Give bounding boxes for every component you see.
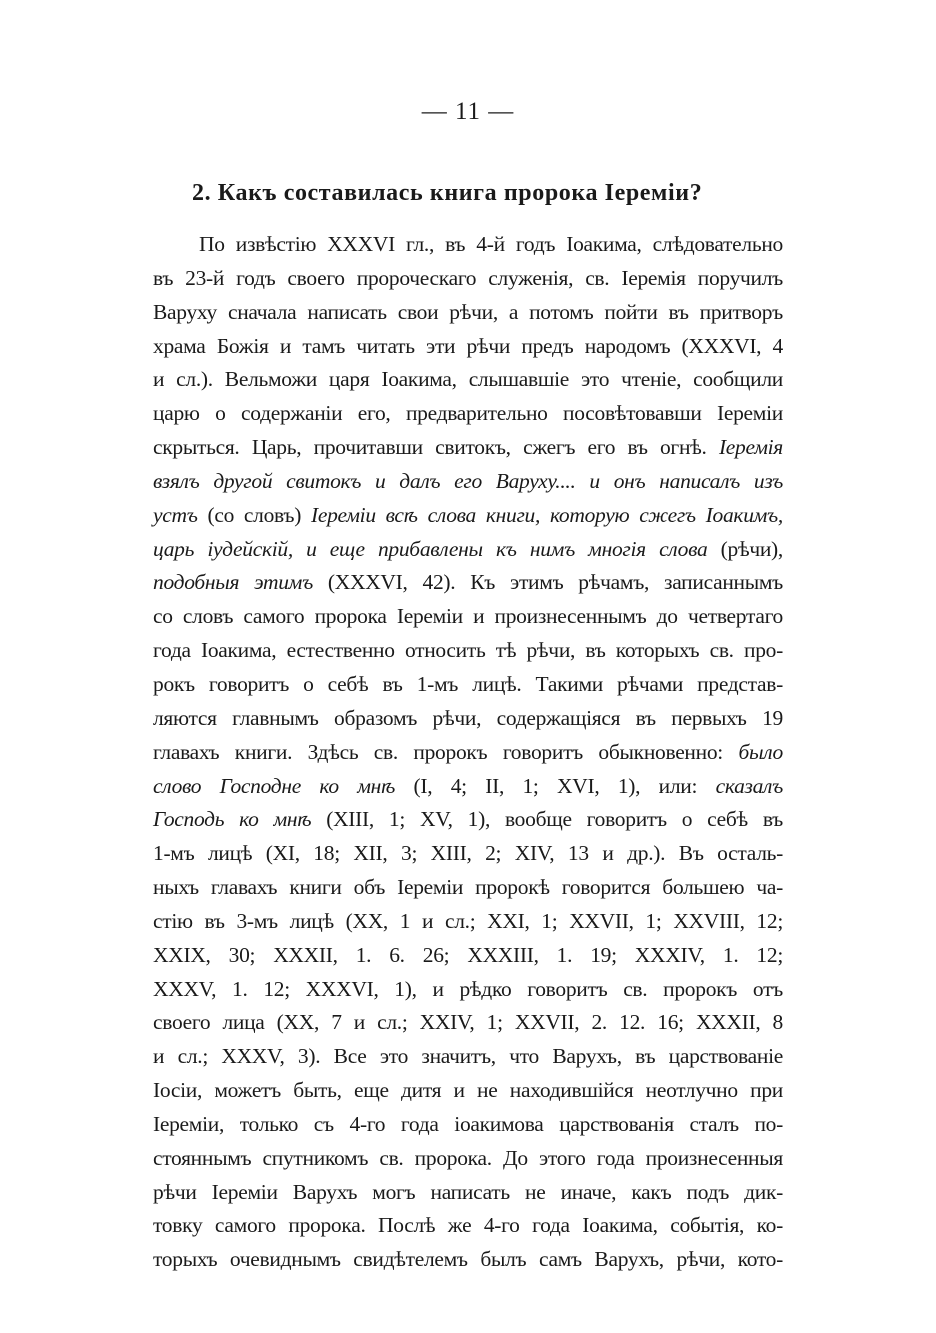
italic-quote: слово Господне ко мнѣ (153, 773, 396, 798)
text-run: ныхъ главахъ книги объ Іереміи пророкѣ говорится большею ча- (153, 875, 783, 900)
text-run: (XIII, 1; XV, 1), вообще говоритъ о себѣ въ (311, 807, 783, 832)
text-line (153, 1074, 783, 1108)
text-run: главахъ книги. Здѣсь св. пророкъ говоритъ обыкновенно: (153, 739, 739, 764)
text-line (153, 871, 783, 905)
text-line (153, 363, 783, 397)
text-run: года Іоакима, естественно относить тѣ рѣчи, въ которыхъ св. про- (153, 638, 783, 663)
italic-quote: Господь ко мнѣ (153, 807, 312, 832)
text-line (153, 1108, 783, 1142)
italic-quote: сказалъ (715, 773, 783, 798)
text-run: ляются главнымъ образомъ рѣчи, содержащіяся въ первыхъ 19 (153, 705, 783, 730)
text-line (153, 296, 783, 330)
text-line (153, 330, 783, 364)
text-line (153, 465, 783, 499)
text-run: По извѣстію XXXVI гл., въ 4-й годъ Іоакима, слѣдовательно (199, 232, 783, 256)
italic-quote: было (738, 739, 783, 764)
text-run: со словъ самого пророка Іереміи и произнесеннымъ до четвертаго (153, 604, 783, 629)
text-run: рѣчи Іереміи Варухъ могъ написать не иначе, какъ подъ дик- (153, 1179, 783, 1204)
text-line (153, 634, 783, 668)
text-line (153, 702, 783, 736)
text-line (153, 228, 783, 262)
text-line (153, 837, 783, 871)
text-run: Варуху сначала написать свои рѣчи, а потомъ пойти въ притворъ (153, 299, 783, 324)
text-run: 1-мъ лицѣ (XI, 18; XII, 3; XIII, 2; XIV, 13 и др.). Въ осталь- (153, 841, 783, 866)
text-line (153, 1176, 783, 1210)
text-line (153, 939, 783, 973)
text-run: храма Божія и тамъ читать эти рѣчи предъ народомъ (XXXVI, 4 (153, 333, 783, 358)
text-run: XXIX, 30; XXXII, 1. 6. 26; XXXIII, 1. 19; XXXIV, 1. 12; (153, 942, 783, 967)
text-run: Іосіи, можетъ быть, еще дитя и не находившійся неотлучно при (153, 1078, 783, 1103)
text-line (153, 1243, 783, 1277)
page-number: — 11 — (421, 98, 515, 125)
italic-quote: взялъ другой свитокъ и далъ его Варуху.... и онъ написалъ изъ (153, 468, 783, 493)
text-run: и сл.). Вельможи царя Іоакима, слышавшіе это чтеніе, сообщили (153, 367, 783, 392)
italic-quote: Іереміи всѣ слова книги, которую сжегъ Іоакимъ, (310, 502, 783, 527)
text-line (153, 397, 783, 431)
text-line (153, 1006, 783, 1040)
text-run: (со словъ) (197, 502, 311, 527)
italic-quote: устъ (153, 502, 198, 527)
body-text (153, 228, 783, 1277)
text-run: (рѣчи), (707, 536, 783, 561)
text-line (153, 770, 783, 804)
text-run: товку самого пророка. Послѣ же 4-го года Іоакима, событія, ко- (153, 1213, 783, 1238)
text-line (153, 566, 783, 600)
text-run: стояннымъ спутникомъ св. пророка. До этого года произнесенныя (153, 1145, 783, 1170)
text-run: въ 23-й годъ своего пророческаго служенія, св. Іеремія поручилъ (153, 265, 783, 290)
text-run: своего лица (XX, 7 и сл.; XXIV, 1; XXVII, 2. 12. 16; XXXII, 8 (153, 1010, 783, 1035)
text-line (153, 499, 783, 533)
text-line (153, 973, 783, 1007)
text-run: (I, 4; II, 1; XVI, 1), или: (395, 773, 716, 798)
text-run: (XXXVI, 42). Къ этимъ рѣчамъ, записаннымъ (312, 570, 783, 595)
text-run: Іереміи, только съ 4-го года іоакимова царствованія сталъ по- (153, 1111, 783, 1136)
text-line (153, 431, 783, 465)
text-line (153, 736, 783, 770)
text-line (153, 262, 783, 296)
text-line (153, 905, 783, 939)
text-run: XXXV, 1. 12; XXXVI, 1), и рѣдко говоритъ св. пророкъ отъ (153, 976, 783, 1001)
text-line (153, 1142, 783, 1176)
text-run: рокъ говоритъ о себѣ въ 1-мъ лицѣ. Такими рѣчами представ- (153, 671, 783, 696)
text-run: скрыться. Царь, прочитавши свитокъ, сжегъ его въ огнѣ. (153, 435, 719, 460)
text-line (153, 600, 783, 634)
text-run: и сл.; XXXV, 3). Все это значитъ, что Варухъ, въ царствованіе (153, 1044, 783, 1069)
text-line (153, 533, 783, 567)
italic-quote: подобныя этимъ (153, 570, 313, 595)
text-line (153, 1040, 783, 1074)
text-run: царю о содержаніи его, предварительно посовѣтовавши Іереміи (153, 401, 783, 426)
text-run: стію въ 3-мъ лицѣ (XX, 1 и сл.; XXI, 1; XXVII, 1; XXVIII, 12; (153, 908, 783, 933)
italic-quote: Іеремія (718, 435, 783, 460)
text-line (153, 803, 783, 837)
text-line (153, 1209, 783, 1243)
italic-quote: царь іудейскій, и еще прибавлены къ нимъ многія слова (153, 536, 708, 561)
text-line (153, 668, 783, 702)
text-run: торыхъ очевиднымъ свидѣтелемъ былъ самъ Варухъ, рѣчи, кото- (153, 1247, 783, 1272)
section-heading: 2. Какъ составилась книга пророка Іереміи? (192, 180, 703, 206)
